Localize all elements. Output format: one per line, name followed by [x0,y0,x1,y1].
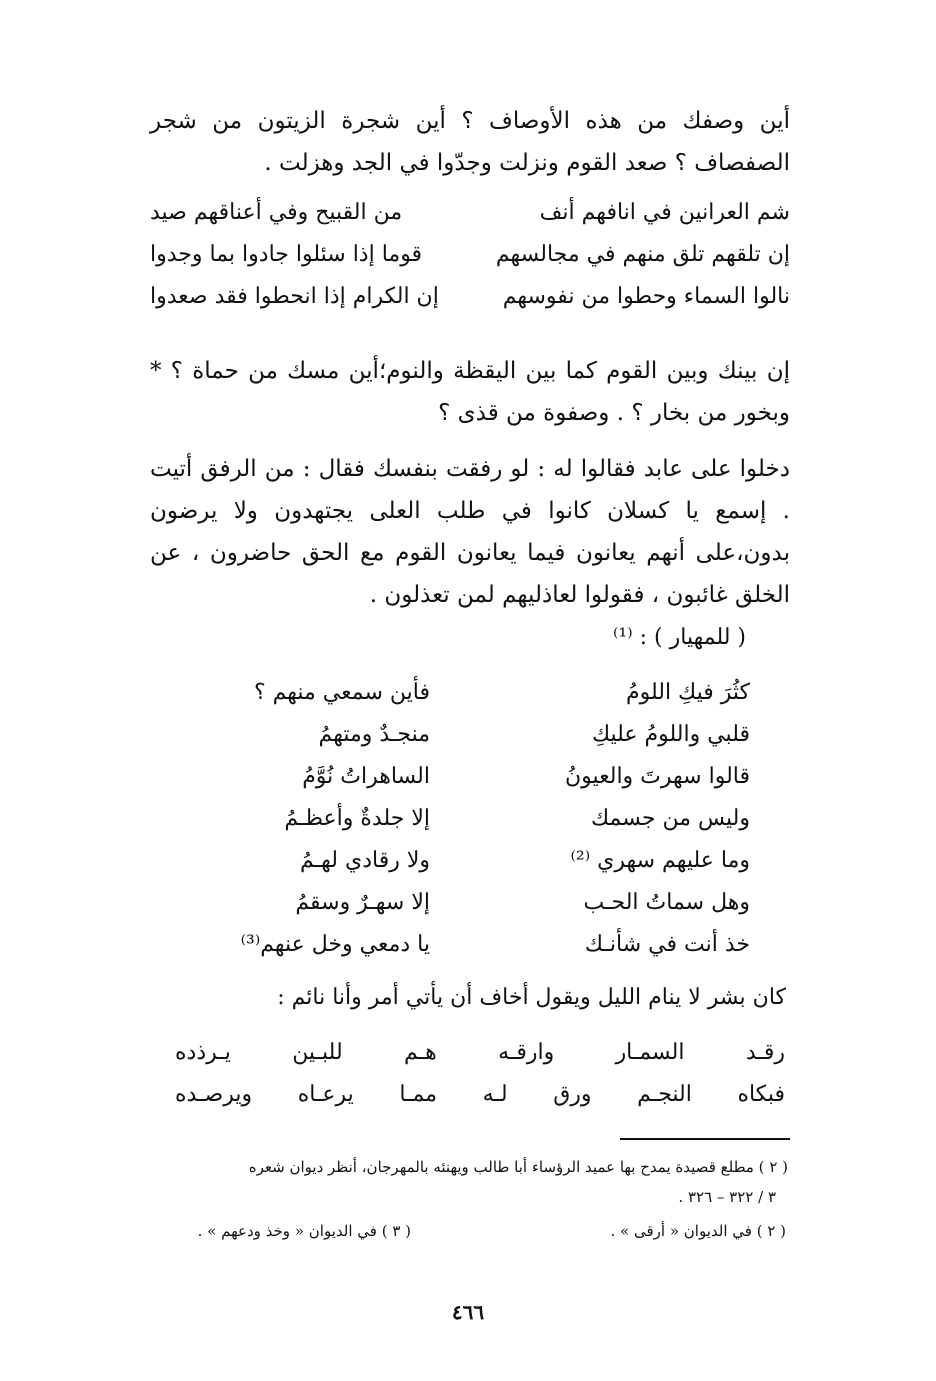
verse-hemistich-first: إن تلقهم تلق منهم في مجالسهم [495,242,790,267]
footnote-2: ( ٢ ) في الديوان « أرقى » . [610,1222,786,1240]
poem-hemistich-second: إلا سهـرٌ وسقمُ [295,890,430,915]
poem-hemistich-first: قالوا سهرتَ والعيونُ [564,764,750,789]
bishr-line: كان بشر لا ينام الليل ويقول أخاف أن يأتي أمر وأنا نائم : [277,985,786,1010]
verse-word: وارقـه [498,1040,555,1065]
verse-word: فبكاه [737,1082,785,1107]
verse-hemistich-second: من القبيح وفي أعناقهم صيد [150,200,403,225]
poem-hemistich-first: قلبي واللومُ عليكِ [591,722,750,747]
verse-line [150,200,790,240]
verse-hemistich-first: نالوا السماء وحطوا من نفوسهم [502,284,790,309]
verse-word: ورق [553,1082,592,1107]
footnote-1-reference: ٣ / ٣٢٢ – ٣٢٦ . [678,1188,776,1206]
poem-line [200,806,750,846]
footnote-1: ( ٢ ) مطلع قصيدة يمدح بها عميد الرؤساء أبا طالب ويهنئه بالمهرجان، أنظر ديوان شعره [248,1158,788,1176]
poem-hemistich-second: الساهراتُ نُوَّمُ [302,764,430,789]
verse-word: هـم [404,1040,437,1065]
poem-hemistich-first: وهل سماتُ الحـب [583,890,750,915]
verse-line [150,284,790,324]
verse-word: للبـين [292,1040,343,1065]
poem-line [200,722,750,762]
poem-hemistich-second: يا دمعي وخل عنهم⁽³⁾ [240,932,430,957]
poem-hemistich-first: وليس من جسمك [590,806,750,831]
poem-line [200,680,750,720]
poem-line [200,890,750,930]
spread-verse-line [175,1082,785,1122]
poem-hemistich-second: منجـدٌ ومتهمُ [318,722,430,747]
verse-word: رقـد [745,1040,785,1065]
paragraph-sleep-wake: إن بينك وبين القوم كما بين اليقظة والنوم؛أين مسك من حماة ؟ * وبخور من بخار ؟ . وصفوة من قذى ؟ [150,358,790,426]
poem-hemistich-second: ولا رقادي لهـمُ [300,848,430,873]
verse-word: السمـار [615,1040,685,1065]
verse-word: يرعـاه [297,1082,354,1107]
poem-attribution: ( للمهيار ) : ⁽¹⁾ [613,625,746,650]
verse-word: ويرصـده [175,1082,253,1107]
verse-hemistich-first: شم العرانين في انافهم أنف [539,200,790,225]
paragraph-worshipper: دخلوا على عابد فقالوا له : لو رفقت بنفسك فقال : من الرفق أتيت . إسمع يا كسلان كانوا في طلب العلى يجتهدون ولا يرضون بدون،على أنهم يعانون فيما يعانون القوم مع الحق حاضرون ، عن الخلق غائبون ، فقولوا لعاذليهم لمن تعذلون . [150,456,790,608]
verse-hemistich-second: قوما إذا سئلوا جادوا بما وجدوا [150,242,423,267]
poem-hemistich-first: وما عليهم سهري ⁽²⁾ [570,848,750,873]
footnote-rule [620,1138,790,1140]
poem-line [200,848,750,888]
verse-word: يـرذده [175,1040,231,1065]
verse-line [150,242,790,282]
verse-word: ممـا [399,1082,438,1107]
poem-line [200,764,750,804]
page-number: ٤٦٦ [451,1300,485,1324]
verse-word: لـه [482,1082,508,1107]
poem-hemistich-second: فأين سمعي منهم ؟ [253,680,430,705]
verse-word: النجـم [637,1082,692,1107]
verse-hemistich-second: إن الكرام إذا انحطوا فقد صعدوا [150,284,439,309]
spread-verse-line [175,1040,785,1080]
poem-hemistich-first: خذ أنت في شأنـك [584,932,750,957]
paragraph-olive-tree: أين وصفك من هذه الأوصاف ؟ أين شجرة الزيتون من شجر الصفصاف ؟ صعد القوم ونزلت وجدّوا في الجد وهزلت . [150,108,790,176]
poem-line [200,932,750,972]
footnote-3: ( ٣ ) في الديوان « وخذ ودعهم » . [197,1222,411,1240]
poem-hemistich-first: كثُرَ فيكِ اللومُ [625,680,750,705]
poem-hemistich-second: إلا جلدةٌ وأعظـمُ [284,806,430,831]
